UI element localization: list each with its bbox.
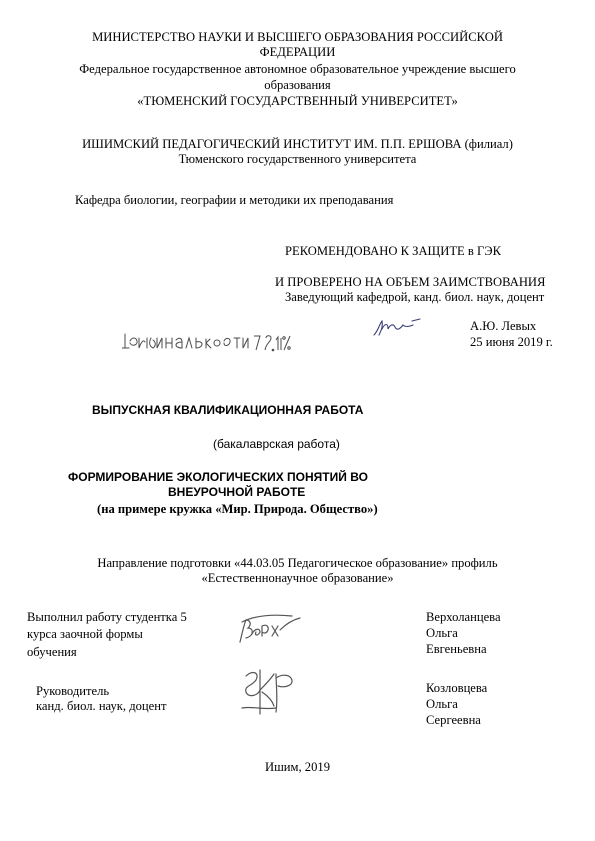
ministry-line-2: ФЕДЕРАЦИИ (259, 45, 336, 59)
student-firstname: Ольга (426, 626, 458, 640)
work-type: ВЫПУСКНАЯ КВАЛИФИКАЦИОННАЯ РАБОТА (92, 403, 364, 417)
department-name: Кафедра биологии, географии и методики их преподавания (75, 193, 394, 207)
city-year: Ишим, 2019 (265, 760, 330, 774)
student-role-line-1: Выполнил работу студентка 5 (27, 610, 187, 624)
institute-name: ИШИМСКИЙ ПЕДАГОГИЧЕСКИЙ ИНСТИТУТ ИМ. П.П. ЕРШОВА (филиал) (82, 137, 513, 151)
thesis-title-line-2: ВНЕУРОЧНОЙ РАБОТЕ (168, 485, 306, 499)
student-role-line-2: курса заочной формы (27, 627, 143, 641)
supervisor-patronymic: Сергеевна (426, 713, 481, 727)
signature-image (236, 612, 304, 648)
thesis-title-line-1: ФОРМИРОВАНИЕ ЭКОЛОГИЧЕСКИХ ПОНЯТИЙ ВО (68, 470, 368, 484)
institute-parent: Тюменского государственного университета (178, 152, 417, 166)
approval-recommended: РЕКОМЕНДОВАНО К ЗАЩИТЕ в ГЭК (285, 244, 501, 258)
direction-line-1: Направление подготовки «44.03.05 Педагогическое образование» профиль (97, 556, 498, 570)
thesis-title-line-3: (на примере кружка «Мир. Природа. Общество») (97, 502, 378, 516)
approval-head-title: Заведующий кафедрой, канд. биол. наук, доцент (285, 290, 545, 304)
supervisor-signature (236, 664, 302, 718)
ministry-line-1: МИНИСТЕРСТВО НАУКИ И ВЫСШЕГО ОБРАЗОВАНИЯ РОССИЙСКОЙ (92, 30, 503, 44)
head-signature (372, 315, 424, 339)
signature-image (372, 315, 424, 339)
approval-date: 25 июня 2019 г. (470, 335, 553, 349)
supervisor-surname: Козловцева (426, 681, 488, 695)
approval-checked: И ПРОВЕРЕНО НА ОБЪЕМ ЗАИМСТВОВАНИЯ (275, 275, 546, 289)
student-patronymic: Евгеньевна (426, 642, 487, 656)
institution-type-line-2: образования (264, 78, 331, 92)
signature-image (236, 664, 302, 718)
supervisor-role-line-2: канд. биол. наук, доцент (36, 699, 167, 713)
direction-line-2: «Естественнонаучное образование» (201, 571, 394, 585)
student-role-line-3: обучения (27, 645, 77, 659)
supervisor-firstname: Ольга (426, 697, 458, 711)
supervisor-role-line-1: Руководитель (36, 684, 110, 698)
student-surname: Верхоланцева (426, 610, 501, 624)
student-signature (236, 612, 304, 648)
originality-stamp-image (122, 326, 292, 356)
head-name: А.Ю. Левых (470, 319, 537, 333)
work-subtype: (бакалаврская работа) (213, 437, 340, 451)
institution-type-line: Федеральное государственное автономное образовательное учреждение высшего (79, 62, 516, 76)
originality-stamp (122, 326, 292, 356)
university-name: «ТЮМЕНСКИЙ ГОСУДАРСТВЕННЫЙ УНИВЕРСИТЕТ» (137, 94, 458, 108)
